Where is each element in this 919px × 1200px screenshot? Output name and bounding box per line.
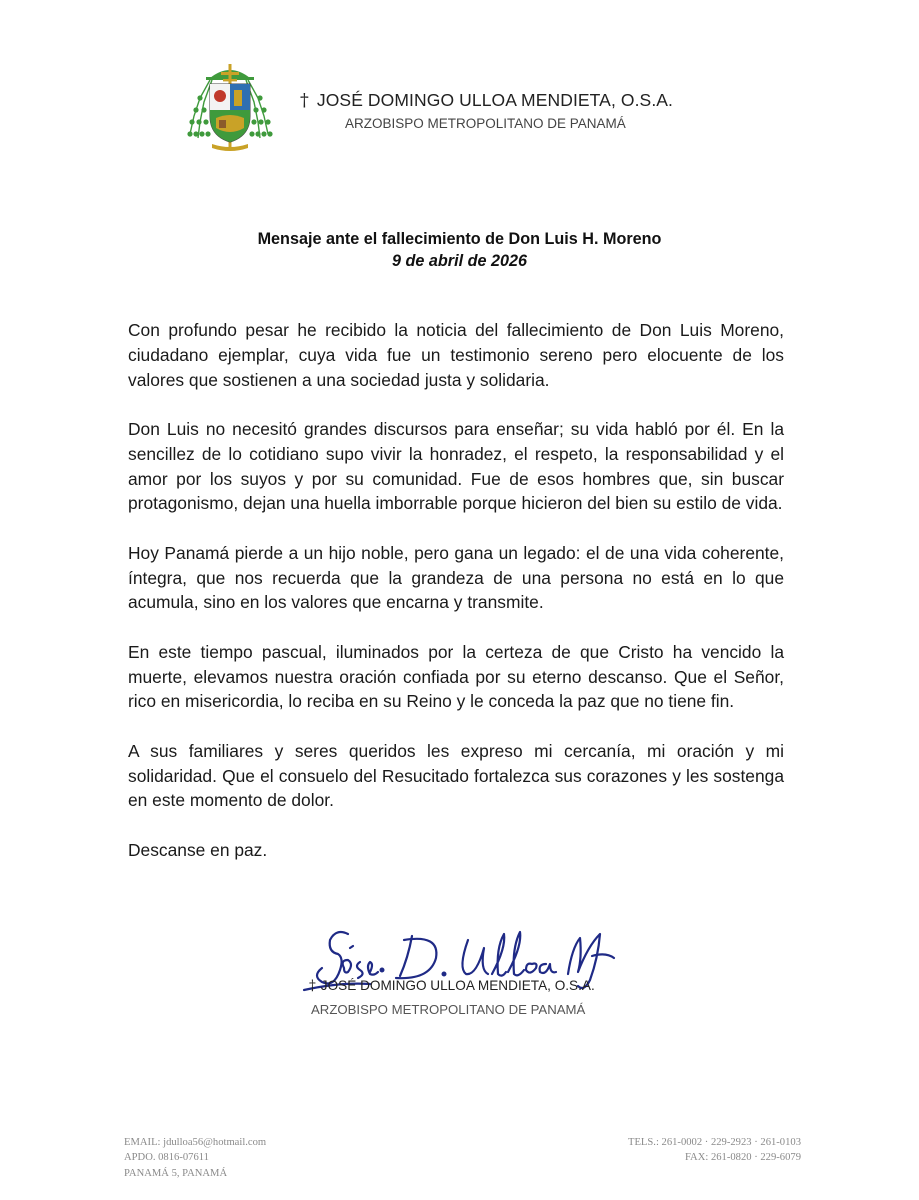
document-title: Mensaje ante el fallecimiento de Don Luis H. Moreno (257, 230, 662, 248)
header-cross-icon: † (300, 91, 309, 111)
footer-city: PANAMÁ 5, PANAMÁ (124, 1167, 228, 1179)
body-paragraph-closing: Descanse en paz. (128, 839, 268, 860)
footer-tels: TELS.: 261-0002 · 229-2923 · 261-0103 (627, 1137, 801, 1148)
signature-name-text: JOSÉ DOMINGO ULLOA MENDIETA, O.S.A. (320, 978, 595, 993)
header-archbishop-title: ARZOBISPO METROPOLITANO DE PANAMÁ (345, 116, 626, 131)
coat-of-arms-icon (186, 58, 274, 152)
footer-contact-left (124, 1135, 266, 1181)
footer-contact-right (628, 1135, 801, 1166)
signature-cross-icon: † (309, 978, 316, 994)
footer-email: EMAIL: jdulloa56@hotmail.com (124, 1137, 267, 1148)
body-paragraph: Hoy Panamá pierde a un hijo noble, pero gana un legado: el de una vida coherente, íntegra, que nos recuerda que la grandeza de una persona no está en lo que acumula, sino en los valores que encarna y transmite. (128, 542, 784, 613)
signature-name (309, 978, 595, 994)
signature-title: ARZOBISPO METROPOLITANO DE PANAMÁ (311, 1002, 586, 1017)
header-archbishop-name (300, 90, 673, 111)
document-date: 9 de abril de 2026 (392, 252, 527, 270)
body-paragraph: Con profundo pesar he recibido la noticia del fallecimiento de Don Luis Moreno, ciudadano ejemplar, cuya vida fue un testimonio sereno pero elocuente de los valores que sostienen a una sociedad justa y solidaria. (128, 320, 784, 390)
body-paragraph: En este tiempo pascual, iluminados por la certeza de que Cristo ha vencido la muerte, elevamos nuestra oración confiada por su eterno descanso. Que el Señor, rico en misericordia, lo reciba en su Reino y le conceda la paz que no tiene fin. (128, 641, 784, 712)
body-paragraph: A sus familiares y seres queridos les expreso mi cercanía, mi oración y mi solidaridad. Que el consuelo del Resucitado fortalezca sus corazones y les sostenga en este momento de dolor. (128, 740, 784, 811)
document-body (128, 318, 784, 863)
footer-fax: FAX: 261-0820 · 229-6079 (684, 1152, 801, 1164)
header-name-text: JOSÉ DOMINGO ULLOA MENDIETA, O.S.A. (316, 90, 674, 110)
footer-apdo: APDO. 0816-07611 (124, 1152, 209, 1164)
body-paragraph: Don Luis no necesitó grandes discursos para enseñar; su vida habló por él. En la sencillez de lo cotidiano supo vivir la honradez, el respeto, la responsabilidad y el amor por los suyos y por su comunidad. Fue de esos hombres que, sin buscar protagonismo, dejan una huella imborrable porque hicieron del bien su estilo de vida. (128, 418, 784, 514)
